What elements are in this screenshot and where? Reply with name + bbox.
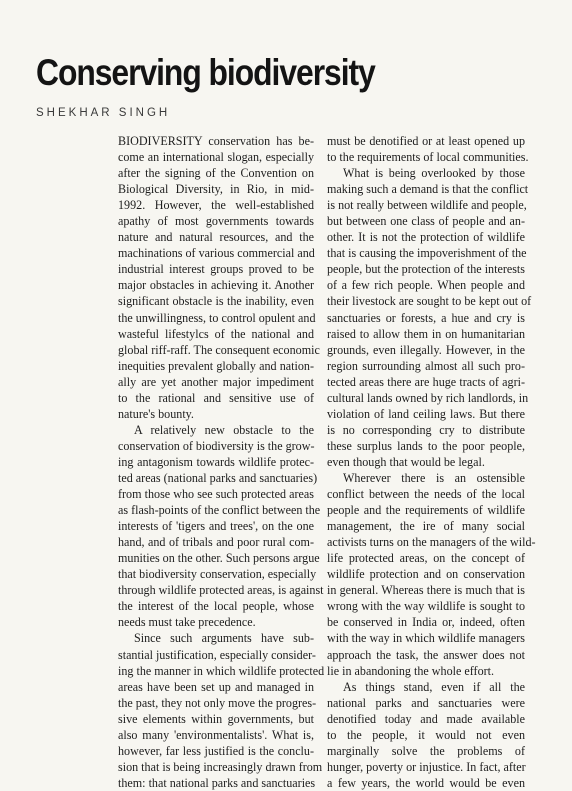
text-line: also many 'environmentalists'. What is, (118, 727, 314, 742)
text-line: marginally solve the problems of (327, 743, 525, 758)
text-line: approach the task, the answer does not (327, 647, 525, 662)
text-line: that biodiversity conservation, especially (118, 567, 317, 582)
text-line: after the signing of the Convention on (118, 166, 314, 181)
right-text-column (327, 133, 536, 791)
text-line: with the way in which wildlife managers (327, 631, 525, 646)
article-author: SHEKHAR SINGH (36, 107, 171, 119)
text-line: the unwillingness, to control opulent and (118, 310, 316, 325)
text-line: a few years, the world would be even (327, 775, 525, 790)
text-line: come an international slogan, especially (118, 150, 314, 165)
text-line: to the requirements of local communities. (327, 150, 529, 165)
text-line: people and the requirements of wildlife (327, 503, 525, 518)
text-line: hunger, poverty or injustice. In fact, after (327, 759, 526, 774)
text-line: activists turns on the managers of the wild- (327, 535, 536, 550)
text-line: them: that national parks and sanctuaries (118, 775, 316, 790)
text-line: global riff-raff. The consequent economic (118, 342, 320, 357)
text-line: Wherever there is an ostensible (343, 470, 525, 485)
text-line: conservation of biodiversity is the grow- (118, 438, 315, 453)
text-line: As things stand, even if all the (343, 679, 525, 694)
text-line: making such a demand is that the conflict (327, 182, 529, 197)
text-line: BIODIVERSITY conservation has be- (118, 134, 314, 148)
text-line: is no corresponding cry to distribute (327, 422, 525, 437)
text-line: life protected areas, on the concept of (327, 551, 525, 566)
text-line: region surrounding almost all such pro- (327, 358, 525, 373)
text-line: even though that would be legal. (327, 454, 485, 469)
text-line: ally are yet another major impediment (118, 374, 314, 389)
text-line: however, far less justified is the conclu- (118, 743, 314, 758)
text-line: other. It is not the protection of wildlife (327, 230, 525, 245)
text-line: the past, they not only move the progres- (118, 695, 317, 710)
text-line: be conserved in India or, indeed, often (327, 615, 525, 630)
text-line: in general. Whereas there is much that is (327, 583, 525, 598)
text-line: 1992. However, the well-established (118, 198, 314, 213)
text-line: wildlife protection and on conservation (327, 567, 525, 582)
text-line: the interest of the local people, whose (118, 599, 314, 614)
text-line: munities on the other. Such persons argue (118, 551, 320, 566)
text-line: sive elements within governments, but (118, 711, 314, 726)
text-line: cultural lands owned by rich landlords, in (327, 390, 529, 405)
text-line: industrial interest groups proved to be (118, 262, 314, 277)
left-text-column (118, 133, 325, 791)
text-line: through wildlife protected areas, is against (118, 583, 324, 598)
text-line: stantial justification, especially consider- (118, 647, 316, 662)
text-line: their livestock are sought to be kept out of (327, 294, 532, 309)
text-line: to the people, it would not even (327, 727, 525, 742)
text-line: needs must take precedence. (118, 615, 256, 630)
text-line: these surplus lands to the poor people, (327, 438, 525, 453)
text-line: lie in abandoning the whole effort. (327, 663, 495, 678)
text-line: A relatively new obstacle to the (134, 422, 314, 437)
text-line: must be denotified or at least opened up (327, 134, 525, 148)
text-line: areas have been set up and managed in (118, 679, 314, 694)
text-line: inequities prevalent globally and nation- (118, 358, 314, 373)
text-line: of a few rich people. When people and (327, 278, 525, 293)
text-line: to the rational and sensitive use of (118, 390, 314, 405)
text-line: major obstacles in achieving it. Another (118, 278, 314, 293)
text-line: wrong with the way wildlife is sought to (327, 599, 525, 614)
text-line: from those who see such protected areas (118, 487, 314, 502)
text-line: ing the manner in which wildlife protected (118, 663, 325, 678)
text-line: What is being overlooked by those (343, 166, 525, 181)
text-line: apathy of most governments towards (118, 214, 314, 229)
text-line: national parks and sanctuaries were (327, 695, 525, 710)
text-line: people, but the protection of the interests (327, 262, 525, 277)
text-line: nature's bounty. (118, 406, 194, 421)
text-line: tected areas there are huge tracts of agri- (327, 374, 525, 389)
text-line: ted areas (national parks and sanctuaries) (118, 470, 318, 485)
text-line: denotified today and made available (327, 711, 525, 726)
text-line: hand, and of tribals and poor rural com- (118, 535, 314, 550)
text-line: Biological Diversity, in Rio, in mid- (118, 182, 314, 197)
article-title: Conserving biodiversity (36, 52, 375, 93)
text-line: interests of 'tigers and trees', on the one (118, 519, 314, 534)
text-line: management, the ire of many social (327, 519, 525, 534)
text-line: sanctuaries or forests, a hue and cry is (327, 310, 525, 325)
text-line: nature and natural resources, and the (118, 230, 314, 245)
text-line: is not really between wildlife and people, (327, 198, 527, 213)
text-line: conflict between the needs of the local (327, 487, 525, 502)
text-line: raised to allow them in on humanitarian (327, 326, 525, 341)
text-line: ing antagonism towards wildlife protec- (118, 454, 314, 469)
text-line: sion that is being increasingly drawn from (118, 759, 323, 774)
text-line: violation of land ceiling laws. But there (327, 406, 525, 421)
text-line: wasteful lifestylcs of the national and (118, 326, 314, 341)
text-line: that is causing the impoverishment of the (327, 246, 527, 261)
text-line: Since such arguments have sub- (134, 631, 314, 646)
text-line: but between one class of people and an- (327, 214, 525, 229)
text-line: grounds, even illegally. However, in the (327, 342, 525, 357)
text-line: significant obstacle is the inability, even (118, 294, 314, 309)
text-line: machinations of various commercial and (118, 246, 315, 261)
text-line: as flash-points of the conflict between the (118, 503, 321, 518)
